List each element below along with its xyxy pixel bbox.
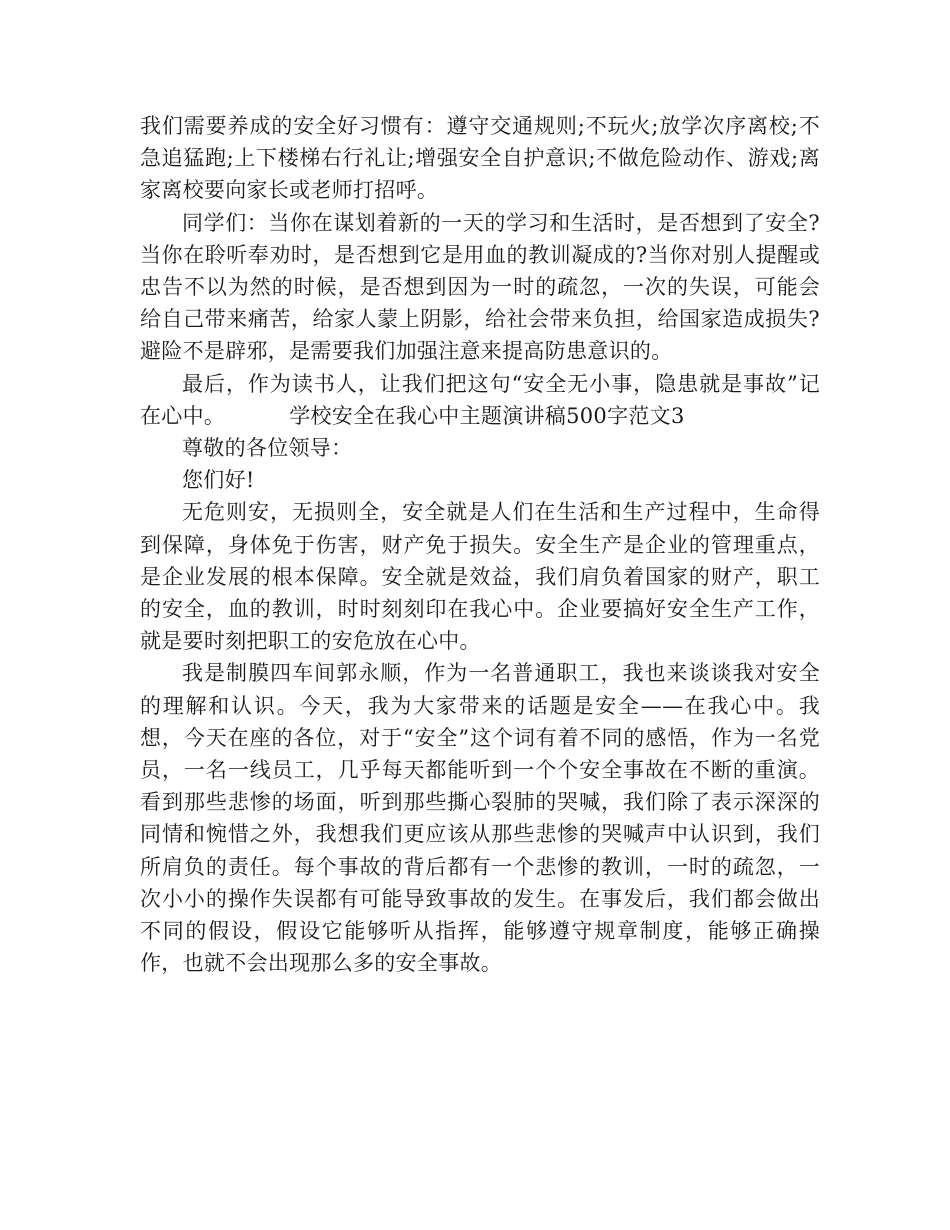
paragraph-safety-habits: 我们需要养成的安全好习惯有：遵守交通规则;不玩火;放学次序离校;不急追猛跑;上下楼梯右行礼让;增强安全自护意识;不做危险动作、游戏;离家离校要向家长或老师打招呼。 <box>140 114 820 203</box>
greeting: 您们好! <box>182 468 255 493</box>
salutation: 尊敬的各位领导： <box>182 436 353 461</box>
speech-title: 学校安全在我心中主题演讲稿500字范文3 <box>289 403 685 428</box>
paragraph-safety-definition: 无危则安，无损则全，安全就是人们在生活和生产过程中，生命得到保障，身体免于伤害，财产免于损失。安全生产是企业的管理重点，是企业发展的根本保障。安全就是效益，我们肩负着国家的财产，职工的安全，血的教训，时时刻刻印在我心中。企业要搞好安全生产工作，就是要时刻把职工的安危放在心中。 <box>140 500 820 654</box>
paragraph-students-address: 同学们：当你在谋划着新的一天的学习和生活时，是否想到了安全?当你在聆听奉劝时，是否想到它是用血的教训凝成的?当你对别人提醒或忠告不以为然的时候，是否想到因为一时的疏忽，一次的失误，可能会给自己带来痛苦，给家人蒙上阴影，给社会带来负担，给国家造成损失?避险不是辟邪，是需要我们加强注意来提高防患意识的。 <box>140 210 820 364</box>
paragraph-conclusion <box>140 368 820 432</box>
document-body <box>140 110 820 979</box>
conclusion-text: 最后，作为读书人，让我们把这句“安全无小事，隐患就是事故”记在心中。 <box>140 371 820 428</box>
paragraph-speaker-intro: 我是制膜四车间郭永顺，作为一名普通职工，我也来谈谈我对安全的理解和认识。今天，我为大家带来的话题是安全——在我心中。我想，今天在座的各位，对于“安全”这个词有着不同的感悟，作为一名党员，一名一线员工，几乎每天都能听到一个个安全事故在不断的重演。看到那些悲惨的场面，听到那些撕心裂肺的哭喊，我们除了表示深深的同情和惋惜之外，我想我们更应该从那些悲惨的哭喊声中认识到，我们所肩负的责任。每个事故的背后都有一个悲惨的教训，一时的疏忽，一次小小的操作失误都有可能导致事故的发生。在事发后，我们都会做出不同的假设，假设它能够听从指挥，能够遵守规章制度，能够正确操作，也就不会出现那么多的安全事故。 <box>140 661 820 976</box>
